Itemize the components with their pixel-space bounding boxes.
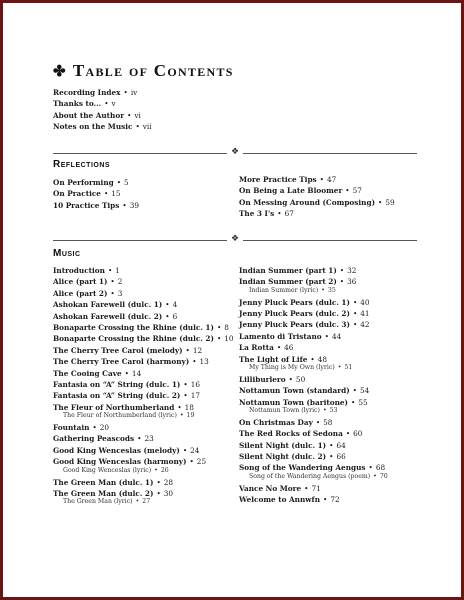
toc-entry-page: 42 [360,320,370,330]
bullet-separator: • [319,175,324,184]
toc-entry[interactable] [239,308,388,319]
toc-entry-label: Fantasia on “A” String (dulc. 1) [53,380,181,390]
bullet-separator: • [185,345,190,355]
toc-entry[interactable] [53,87,152,98]
toc-entry[interactable] [239,297,388,308]
toc-entry[interactable] [53,177,139,188]
toc-entry-page: 25 [196,457,207,467]
toc-entry-label: Silent Night (dulc. 2) [239,452,327,462]
toc-entry[interactable] [53,379,234,390]
toc-entry[interactable] [53,265,234,276]
toc-entry-page: 4 [172,300,178,310]
toc-entry-label: Nottamun Town (standard) [239,386,350,396]
bullet-separator: • [110,277,115,287]
toc-entry-label: On Being a Late Bloomer [239,186,343,196]
bullet-separator: • [310,354,315,364]
section-divider [53,148,417,158]
toc-entry-page: 16 [190,380,200,390]
bullet-separator: • [92,423,97,433]
toc-subentry-page: 51 [344,364,353,372]
toc-entry-label: Welcome to Annwfn [239,495,321,505]
toc-entry-page: 48 [317,354,327,364]
toc-entry-page: 15 [111,189,121,199]
toc-entry-label: Indian Summer (part 2) [239,277,337,287]
toc-subentry[interactable] [239,364,388,373]
bullet-separator: • [345,186,350,196]
toc-entry-page: 2 [117,277,123,287]
toc-entry-label: Gathering Peascods [53,434,135,444]
toc-entry-page: 14 [131,368,142,378]
toc-entry[interactable] [239,440,388,451]
bullet-separator: • [304,483,309,493]
bullet-separator: • [288,374,293,384]
bullet-separator: • [373,472,377,480]
toc-entry[interactable] [239,197,395,208]
toc-entry-label: The Cherry Tree Carol (melody) [53,345,183,355]
toc-entry-page: 40 [360,297,370,307]
bullet-separator: • [352,386,357,396]
toc-entry-page: 18 [184,402,194,412]
toc-entry-page: 66 [336,452,346,462]
toc-entry[interactable] [239,185,395,196]
bullet-separator: • [156,477,161,487]
toc-subentry-page: 26 [160,466,169,474]
toc-entry[interactable] [239,385,388,396]
toc-entry-label: Vance No More [239,483,302,493]
toc-entry[interactable] [53,299,234,310]
toc-entry-label: Alice (part 1) [53,277,108,287]
toc-entry[interactable] [53,200,139,211]
toc-entry-page: 58 [323,417,333,427]
toc-entry[interactable] [53,110,152,121]
toc-entry-page: 8 [224,323,229,333]
toc-entry-label: Notes on the Music [53,122,133,132]
toc-entry-page: 50 [295,374,306,384]
page-title [53,61,234,81]
toc-entry-label: Ashokan Farewell (dulc. 1) [53,300,163,310]
toc-entry-page: 54 [359,386,370,396]
toc-entry[interactable] [239,331,388,342]
toc-entry-label: On Christmas Day [239,417,313,427]
toc-subentry-label: My Thing is My Own (lyric) [249,364,335,372]
toc-entry[interactable] [53,121,152,132]
toc-entry-label: Jenny Pluck Pears (dulc. 3) [239,320,350,330]
bullet-separator: • [182,445,188,455]
toc-subentry[interactable] [53,498,234,507]
bullet-separator: • [189,457,194,467]
toc-entry-label: Introduction [53,266,105,275]
bullet-separator: • [216,334,222,344]
toc-entry[interactable] [53,322,234,333]
bullet-separator: • [137,434,142,444]
toc-entry-label: Bonaparte Crossing the Rhine (dulc. 1) [53,323,214,333]
toc-entry[interactable] [53,188,139,199]
toc-subentry-page: 35 [327,286,336,294]
toc-entry[interactable] [53,356,234,367]
reflections-heading: Reflections [53,159,111,170]
page-title-text: Table of Contents [72,61,234,80]
toc-entry-label: Ashokan Farewell (dulc. 2) [53,311,163,321]
toc-entry-label: On Performing [53,178,114,187]
toc-entry[interactable] [239,342,388,353]
bullet-separator: • [339,266,345,275]
toc-entry-label: Nottamun Town (baritone) [239,397,349,407]
bullet-separator: • [378,197,383,207]
toc-entry-page: 13 [199,357,209,367]
bullet-separator: • [339,277,345,287]
toc-subentry[interactable] [239,287,388,296]
bullet-separator: • [351,397,356,407]
toc-entry-label: About the Author [53,110,125,120]
toc-entry-label: Jenny Pluck Pears (dulc. 2) [239,309,350,319]
toc-entry[interactable] [53,333,234,344]
toc-entry-label: On Practice [53,189,101,199]
bullet-separator: • [110,288,115,298]
toc-entry[interactable] [53,276,234,287]
toc-entry-page: 32 [347,266,357,275]
bullet-separator: • [276,343,282,353]
toc-entry-page: 6 [172,311,178,321]
toc-entry[interactable] [53,345,234,356]
bullet-separator: • [337,364,342,372]
bullet-separator: • [135,122,140,132]
toc-entry-page: 12 [192,345,203,355]
toc-entry-page: vi [134,110,141,120]
toc-subentry-page: 70 [379,472,388,480]
toc-subentry-label: Nottamun Town (lyric) [249,407,320,415]
toc-entry-label: Alice (part 2) [53,288,108,298]
toc-entry[interactable] [239,451,388,462]
toc-subentry[interactable] [239,407,388,416]
bullet-separator: • [352,309,358,319]
reflections-left-column [53,177,139,211]
toc-entry-page: 23 [144,434,154,444]
toc-entry[interactable] [53,422,234,433]
toc-entry-page: 64 [336,440,346,450]
toc-entry-page: 68 [375,463,386,473]
toc-entry[interactable] [239,428,388,439]
toc-subentry-label: The Green Man (lyric) [63,498,133,506]
toc-entry-label: Thanks to... [53,99,102,109]
toc-entry[interactable] [53,445,234,456]
bullet-separator: • [154,466,158,474]
ornament-icon: ❖ [230,234,240,244]
toc-entry-page: 55 [358,397,368,407]
toc-entry-page: 71 [311,483,321,493]
toc-entry-label: Song of the Wandering Aengus [239,463,366,473]
toc-entry-label: Good King Wenceslas (melody) [53,445,180,455]
bullet-separator: • [179,412,184,420]
reflections-right-column [239,174,395,220]
toc-entry[interactable] [239,319,388,330]
toc-entry[interactable] [239,417,388,428]
toc-entry-page: 5 [124,178,129,187]
toc-entry-page: 46 [284,343,294,353]
toc-subentry-label: The Fleur of Northumberland (lyric) [63,412,177,420]
toc-entry-label: 10 Practice Tips [53,200,120,210]
toc-subentry-page: 53 [329,407,338,415]
toc-entry-label: Indian Summer (part 1) [239,266,337,275]
toc-entry[interactable] [53,311,234,322]
music-heading: Music [53,248,81,259]
toc-entry-label: The Cooing Cave [53,368,122,378]
bullet-separator: • [124,368,129,378]
toc-entry-page: 57 [352,186,362,196]
toc-entry[interactable] [53,98,152,109]
toc-entry-label: On Messing Around (Composing) [239,197,376,207]
toc-entry-page: 1 [115,266,120,275]
toc-entry-page: 24 [190,445,200,455]
toc-subentry[interactable] [53,412,234,421]
music-right-column [239,265,388,506]
bullet-separator: • [165,311,170,321]
bullet-separator: • [104,99,109,109]
toc-subentry-label: Song of the Wandering Aengus (poem) [249,472,371,480]
bullet-separator: • [165,300,170,310]
ornament-icon: ❖ [230,147,240,157]
toc-entry-label: The Cherry Tree Carol (harmony) [53,357,190,367]
toc-subentry-label: Good King Wenceslas (lyric) [63,466,152,474]
bullet-separator: • [122,200,127,210]
bullet-separator: • [329,440,334,450]
bullet-separator: • [103,189,109,199]
bullet-separator: • [323,495,328,505]
toc-entry[interactable] [53,288,234,299]
bullet-separator: • [216,323,222,333]
quatrefoil-icon: ✤ [53,64,67,80]
bullet-separator: • [315,417,321,427]
toc-entry-page: 28 [163,477,174,487]
bullet-separator: • [123,88,128,97]
toc-entry[interactable] [239,174,395,185]
toc-entry-label: Silent Night (dulc. 1) [239,440,327,450]
toc-entry-label: Recording Index [53,88,121,97]
toc-entry-page: 3 [117,288,123,298]
toc-entry-label: The Fleur of Northumberland [53,402,175,412]
toc-subentry[interactable] [53,467,234,476]
toc-entry-label: Fountain [53,423,90,433]
bullet-separator: • [352,297,358,307]
bullet-separator: • [107,266,113,275]
bullet-separator: • [329,452,334,462]
toc-entry[interactable] [53,368,234,379]
toc-entry-page: 39 [129,200,139,210]
toc-entry-label: Jenny Pluck Pears (dulc. 1) [239,297,350,307]
toc-entry[interactable] [53,477,234,488]
bullet-separator: • [156,488,161,498]
toc-entry-page: 17 [190,391,200,401]
toc-entry[interactable] [53,390,234,401]
bullet-separator: • [192,357,197,367]
toc-subentry-page: 27 [142,498,151,506]
toc-entry-page: 10 [224,334,234,344]
toc-entry-label: The Green Man (dulc. 1) [53,477,154,487]
toc-entry[interactable] [239,374,388,385]
bullet-separator: • [321,286,325,294]
toc-subentry-page: 19 [186,412,195,420]
bullet-separator: • [322,407,327,415]
toc-entry-page: 36 [347,277,357,287]
bullet-separator: • [277,209,282,219]
toc-entry[interactable] [239,494,388,505]
toc-entry-label: La Rotta [239,343,274,353]
toc-entry-label: Lilliburlero [239,374,286,384]
bullet-separator: • [183,380,188,390]
toc-entry-page: 59 [385,197,395,207]
bullet-separator: • [127,110,132,120]
toc-entry-page: 30 [163,488,174,498]
bullet-separator: • [183,391,188,401]
bullet-separator: • [135,498,140,506]
toc-entry-page: 41 [360,309,370,319]
bullet-separator: • [177,402,182,412]
bullet-separator: • [352,320,358,330]
toc-entry-page: 47 [326,175,337,184]
toc-entry-page: 60 [353,429,363,439]
toc-entry[interactable] [239,208,395,219]
toc-entry-page: v [111,99,116,109]
toc-entry[interactable] [53,433,234,444]
toc-entry[interactable] [239,483,388,494]
section-divider [53,235,417,245]
toc-entry-label: The Light of Life [239,354,308,364]
toc-subentry-label: Indian Summer (lyric) [249,286,319,294]
bullet-separator: • [116,178,122,187]
bullet-separator: • [324,331,329,341]
toc-entry-page: vii [142,122,152,132]
toc-entry-label: More Practice Tips [239,175,317,184]
front-matter-list [53,87,152,133]
toc-entry-page: 44 [331,331,342,341]
toc-entry-label: Lamento di Tristano [239,331,322,341]
toc-entry-label: The Green Man (dulc. 2) [53,488,154,498]
toc-entry-page: iv [130,88,138,97]
toc-entry-label: The Red Rocks of Sedona [239,429,343,439]
bullet-separator: • [368,463,373,473]
toc-entry-page: 67 [284,209,294,219]
toc-entry-page: 72 [330,495,340,505]
toc-entry-label: Good King Wenceslas (harmony) [53,457,187,467]
toc-entry[interactable] [239,265,388,276]
toc-entry-page: 20 [99,423,110,433]
bullet-separator: • [345,429,351,439]
toc-entry-label: Bonaparte Crossing the Rhine (dulc. 2) [53,334,214,344]
toc-entry-label: The 3 I's [239,209,275,219]
toc-subentry[interactable] [239,473,388,482]
music-left-column [53,265,234,508]
toc-entry-label: Fantasia on “A” String (dulc. 2) [53,391,181,401]
